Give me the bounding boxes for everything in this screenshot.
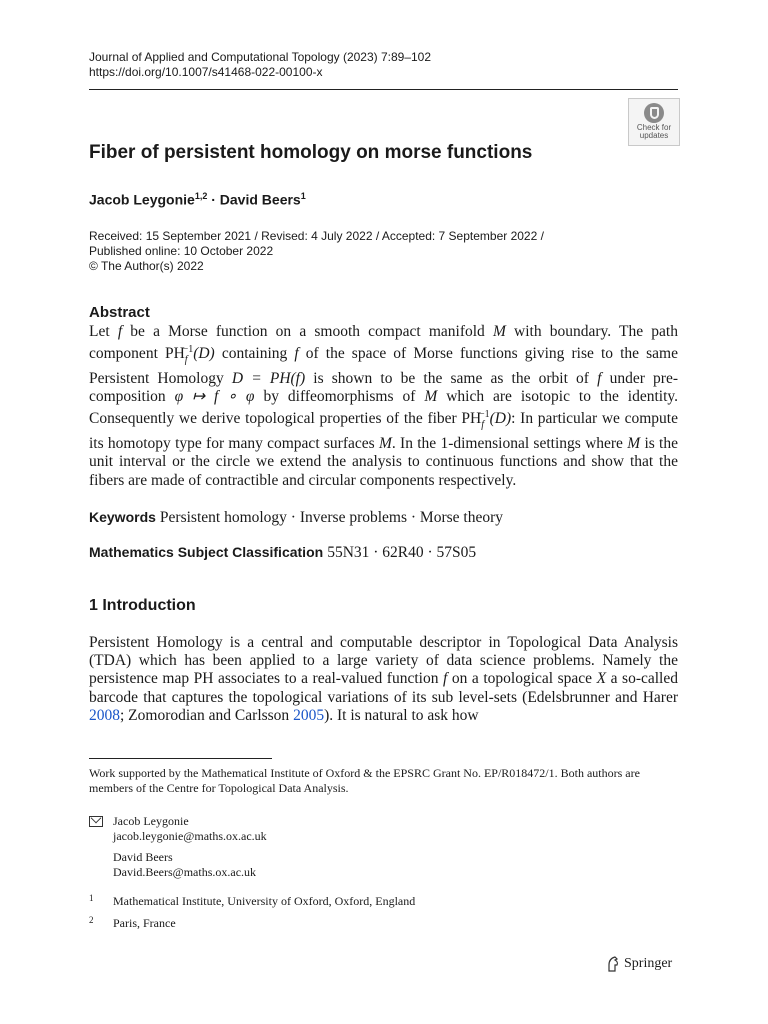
badge-text-line1: Check for (636, 123, 672, 132)
math-symbol: f (294, 345, 299, 363)
author-affiliation-marker: 1,2 (194, 191, 208, 201)
math-equation: D = PH(f) (231, 369, 306, 387)
msc-codes: 55N31 · 62R40 · 57S05 (327, 544, 477, 561)
abstract-text (89, 323, 678, 490)
msc-line (89, 543, 476, 562)
contact-name: David Beers (113, 850, 173, 864)
text-run: a so-called barcode that captures the topological variations of its sub level-sets (Edelsbrunner and Harer (89, 670, 678, 706)
msc-label: Mathematics Subject Classification (89, 544, 324, 560)
copyright: © The Author(s) 2022 (89, 259, 204, 273)
footnote-rule (89, 758, 272, 759)
text-run: under pre-composition (89, 369, 678, 406)
text-run: : In particular we compute its homotopy type for many compact surfaces (89, 410, 678, 452)
math-symbol: M (424, 388, 438, 406)
text-run: on a topological space (447, 670, 597, 688)
math-subscript: f (184, 354, 188, 366)
math-symbol: f (597, 369, 602, 387)
history-dates: Received: 15 September 2021 / Revised: 4 July 2022 / Accepted: 7 September 2022 / (89, 229, 544, 243)
text-run: of the space of Morse functions giving rise to the same Persistent Homology (89, 345, 678, 387)
math-symbol: M (492, 323, 506, 340)
bookmark-icon (644, 103, 664, 123)
journal-header (89, 50, 431, 80)
section-heading: 1 Introduction (89, 597, 196, 614)
funding-footnote: Work supported by the Mathematical Institute of Oxford & the EPSRC Grant No. EP/R018472/1. Both authors are members of the Centre for Topological Data Analysis. (89, 766, 640, 795)
badge-text-line2: updates (639, 131, 669, 140)
author-name: David Beers (219, 191, 301, 208)
text-run: by diffeomorphisms of (254, 388, 425, 406)
text-run: with boundary. The path component PH (89, 323, 678, 363)
math-symbol: M (378, 434, 392, 452)
math-superscript: −1 (182, 344, 194, 356)
math-symbol: f (443, 670, 448, 688)
affiliation-text: Paris, France (113, 916, 176, 930)
publication-dates (89, 229, 544, 274)
journal-citation: Journal of Applied and Computational Topology (2023) 7:89–102 (89, 50, 432, 64)
contact-email[interactable]: David.Beers@maths.ox.ac.uk (113, 865, 257, 879)
text-run: is shown to be the same as the orbit of (305, 369, 598, 387)
affiliation-number: 1 (89, 893, 94, 903)
paper-title: Fiber of persistent homology on morse functions (89, 142, 533, 163)
math-symbol: X (596, 670, 607, 688)
check-for-updates-badge[interactable] (628, 98, 680, 146)
keywords-line (89, 508, 503, 527)
math-symbol: f (117, 323, 123, 340)
math-superscript: −1 (479, 409, 490, 421)
author-affiliation-marker: 1 (300, 191, 306, 201)
contact-name: Jacob Leygonie (113, 814, 189, 828)
author-list (89, 186, 306, 210)
text-run: ; Zomorodian and Carlsson (120, 706, 294, 724)
math-symbol: (D) (489, 410, 512, 428)
author-name: Jacob Leygonie (89, 191, 195, 208)
math-symbol: M (627, 434, 641, 452)
abstract-heading: Abstract (89, 304, 150, 321)
keywords-label: Keywords (89, 509, 156, 525)
envelope-icon (89, 816, 103, 827)
math-symbol: (D) (193, 345, 215, 363)
contact-email[interactable]: jacob.leygonie@maths.ox.ac.uk (113, 829, 267, 843)
contact-entry (113, 814, 267, 844)
published-date: Published online: 10 October 2022 (89, 244, 274, 258)
math-subscript: f (481, 419, 484, 431)
affiliation-text: Mathematical Institute, University of Oxford, Oxford, England (113, 894, 416, 908)
text-run: Persistent Homology is a central and computable descriptor in Topological Data Analysis (TDA) which has been applied to a large variety of data science problems. Namely the persistence map PH associates to a real-valued function (89, 634, 678, 688)
citation-link[interactable]: 2005 (293, 706, 325, 724)
author-contacts (89, 814, 389, 884)
text-run: be a Morse function on a smooth compact manifold (122, 323, 493, 340)
contact-entry (113, 850, 256, 880)
publisher-logo (606, 955, 672, 973)
keywords-text: Persistent homology · Inverse problems · Morse theory (159, 509, 504, 526)
text-run: containing (214, 345, 295, 363)
text-run: is the unit interval or the circle we extend the analysis to continuous functions and show that the fibers are made of contractible and circular components respectively. (89, 434, 678, 489)
header-rule (89, 89, 678, 90)
introduction-text (89, 634, 678, 725)
publisher-name: Springer (624, 956, 673, 971)
affiliation-number: 2 (89, 915, 94, 925)
springer-horse-icon (606, 956, 620, 972)
text-run: which are isotopic to the identity. Consequently we derive topological properties of the fiber PH (89, 388, 678, 428)
citation-link[interactable]: 2008 (89, 706, 120, 724)
text-run: Let (89, 323, 118, 340)
text-run: . In the 1-dimensional settings where (391, 434, 628, 452)
math-equation: φ ↦ f ∘ φ (174, 388, 255, 406)
text-run: ). It is natural to ask how (324, 706, 479, 724)
doi-link[interactable]: https://doi.org/10.1007/s41468-022-00100-x (89, 65, 323, 79)
author-separator: · (207, 191, 220, 208)
